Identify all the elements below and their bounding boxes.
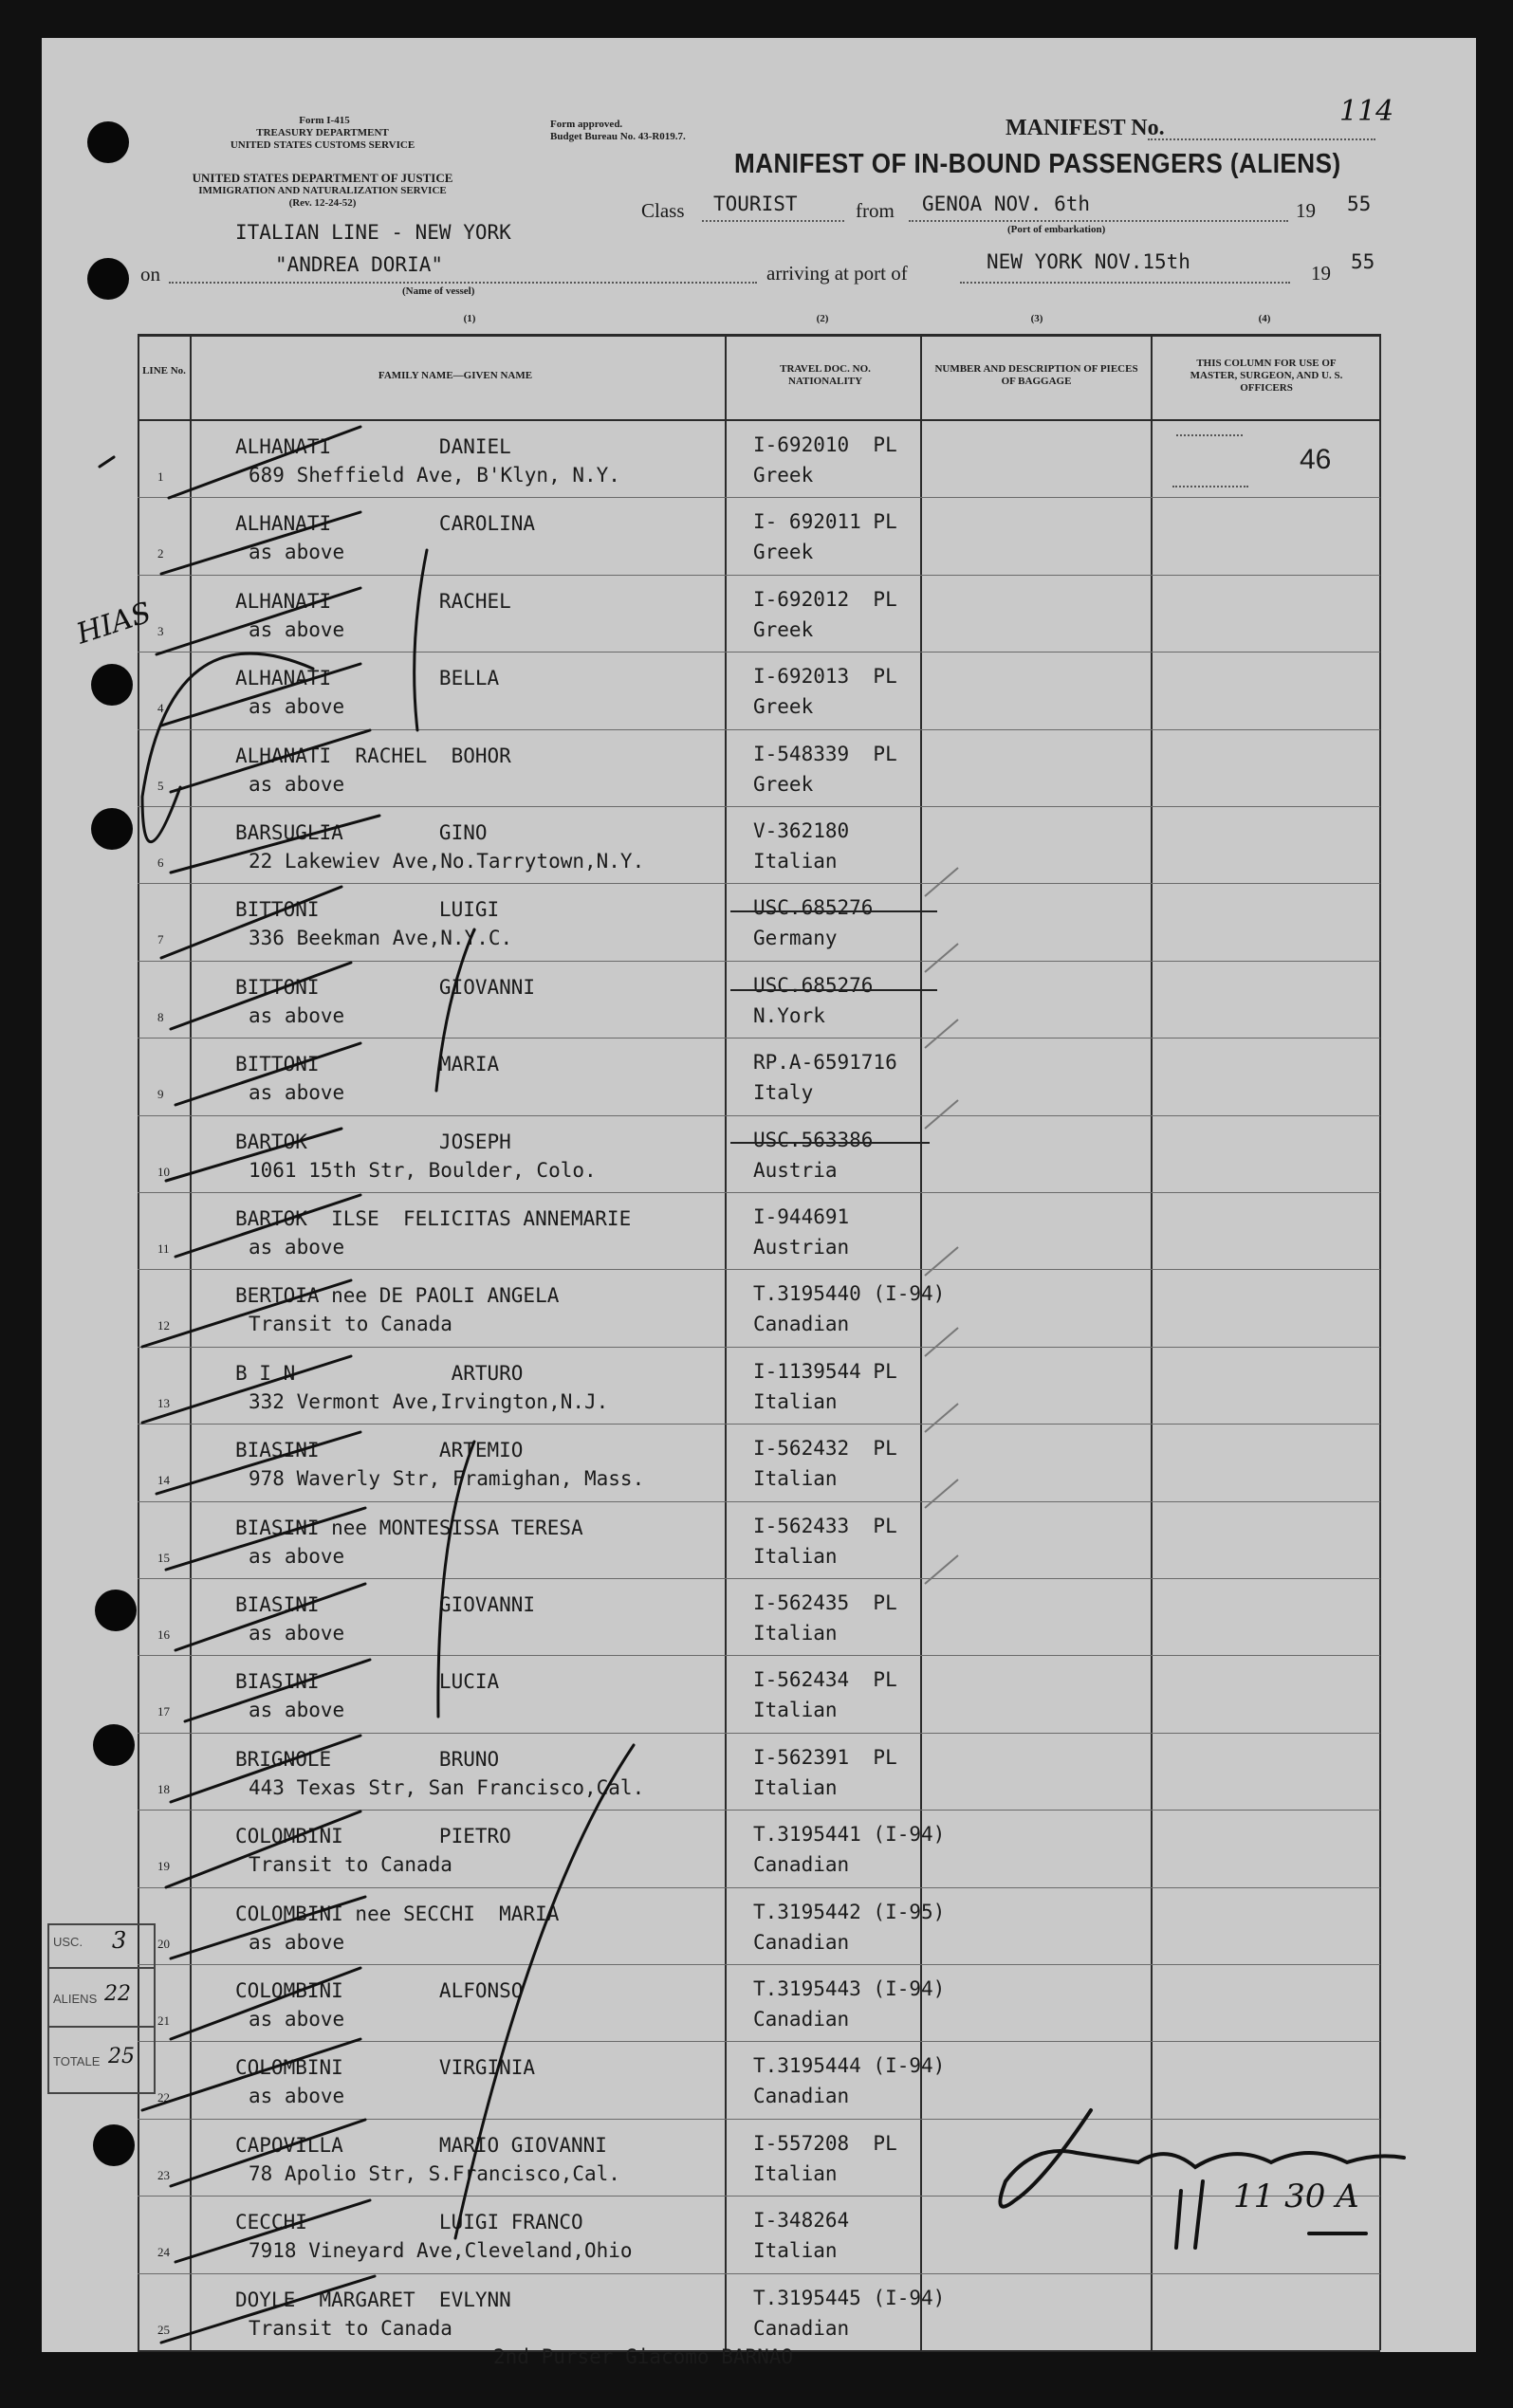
line-number: 15 — [157, 1550, 170, 1565]
passenger-address: 978 Waverly Str, Framighan, Mass. — [249, 1467, 645, 1491]
travel-document: RP.A-6591716 — [753, 1051, 897, 1075]
passenger-name: ALHANATI DANIEL — [235, 435, 511, 458]
passenger-address: 22 Lakewiev Ave,No.Tarrytown,N.Y. — [249, 850, 645, 873]
header-name: FAMILY NAME—GIVEN NAME — [378, 370, 533, 381]
line-number: 12 — [157, 1318, 170, 1333]
row-divider — [138, 1269, 1380, 1270]
row-divider — [138, 1964, 1380, 1965]
row-divider — [138, 729, 1380, 730]
doc-underline-10 — [730, 1142, 930, 1144]
passenger-name: BIASINI LUCIA — [235, 1670, 500, 1694]
passenger-address: as above — [249, 772, 345, 796]
row-divider — [138, 1887, 1380, 1888]
stamp-total-label: TOTALE — [53, 2054, 101, 2068]
punch-hole — [91, 664, 133, 706]
line-number: 1 — [157, 469, 164, 484]
count-stamp — [47, 1923, 156, 2094]
row-divider — [138, 1424, 1380, 1425]
line-number: 10 — [157, 1164, 170, 1179]
line-number: 13 — [157, 1395, 170, 1410]
row-divider — [138, 1733, 1380, 1734]
passenger-name: COLOMBINI nee SECCHI MARIA — [235, 1902, 560, 1925]
nationality: Austria — [753, 1158, 838, 1182]
travel-document: T.3195441 (I-94) — [753, 1823, 946, 1847]
row-divider — [138, 575, 1380, 576]
table-header-border — [138, 419, 1380, 421]
port-embarkation-note: (Port of embarkation) — [1007, 224, 1106, 235]
row-divider — [138, 2196, 1380, 2197]
row-divider — [138, 1192, 1380, 1193]
customs-service: UNITED STATES CUSTOMS SERVICE — [230, 139, 415, 151]
punch-hole — [87, 258, 129, 300]
line-number: 20 — [157, 1936, 170, 1951]
passenger-name: CECCHI LUIGI FRANCO — [235, 2211, 583, 2234]
budget-bureau: Budget Bureau No. 43-R019.7. — [550, 131, 686, 142]
passenger-address: as above — [249, 1622, 345, 1645]
signature-note: 11 30 A — [1233, 2178, 1359, 2215]
manifest-title: MANIFEST OF IN-BOUND PASSENGERS (ALIENS) — [734, 149, 1341, 179]
name-column-divider — [725, 334, 727, 2350]
nationality: Greek — [753, 772, 814, 796]
nationality: Italian — [753, 1467, 838, 1491]
line-number: 16 — [157, 1627, 170, 1642]
row-divider — [138, 1578, 1380, 1579]
passenger-address: as above — [249, 2008, 345, 2031]
travel-document: USC.685276 — [753, 973, 874, 997]
column-number-1: (1) — [463, 313, 476, 324]
passenger-address: as above — [249, 617, 345, 641]
nationality: Austrian — [753, 1236, 850, 1259]
vessel-name: "ANDREA DORIA" — [275, 253, 444, 276]
passenger-name: B I N ARTURO — [235, 1361, 524, 1385]
passenger-address: as above — [249, 541, 345, 564]
passenger-address: as above — [249, 1081, 345, 1105]
year-value: 55 — [1347, 193, 1372, 215]
class-line — [702, 220, 844, 222]
year2-value: 55 — [1351, 250, 1375, 273]
row-divider — [138, 1347, 1380, 1348]
passenger-address: Transit to Canada — [249, 2316, 452, 2340]
travel-document: USC.563386 — [753, 1128, 874, 1151]
row-divider — [138, 2119, 1380, 2120]
year-label: 19 — [1296, 199, 1316, 222]
travel-document: I-348264 — [753, 2209, 850, 2233]
row-divider — [138, 961, 1380, 962]
passenger-address: as above — [249, 2085, 345, 2108]
nationality: Italian — [753, 1699, 838, 1722]
passenger-name: BITTONI GIOVANNI — [235, 975, 536, 999]
passenger-name: BRIGNOLE BRUNO — [235, 1747, 500, 1771]
passenger-name: BARTOK ILSE FELICITAS ANNEMARIE — [235, 1207, 632, 1230]
nationality: Italian — [753, 1622, 838, 1645]
vessel-note: (Name of vessel) — [402, 285, 475, 297]
header-travel-doc: TRAVEL DOC. NO. NATIONALITY — [780, 363, 871, 387]
line-number: 7 — [157, 932, 164, 947]
nationality: Greek — [753, 695, 814, 719]
travel-document: I-562435 PL — [753, 1591, 897, 1614]
from-line — [909, 220, 1288, 222]
stamp-usc-label: USC. — [53, 1935, 83, 1949]
travel-document: I-944691 — [753, 1205, 850, 1228]
passenger-name: BARSUGLIA GINO — [235, 821, 488, 844]
row-divider — [138, 1501, 1380, 1502]
nationality: Italian — [753, 850, 838, 873]
line-number: 17 — [157, 1704, 170, 1719]
officer-count: 46 — [1300, 444, 1332, 475]
nationality: N.York — [753, 1003, 825, 1027]
passenger-name: BITTONI LUIGI — [235, 898, 500, 922]
travel-document: I-562391 PL — [753, 1745, 897, 1769]
passenger-address: 332 Vermont Ave,Irvington,N.J. — [249, 1389, 609, 1413]
passenger-name: DOYLE MARGARET EVLYNN — [235, 2288, 511, 2311]
arriving-label: arriving at port of — [766, 262, 908, 285]
column-number-4: (4) — [1258, 313, 1271, 324]
passenger-name: BIASINI GIOVANNI — [235, 1593, 536, 1616]
immigration-service: IMMIGRATION AND NATURALIZATION SERVICE — [198, 185, 447, 196]
passenger-address: Transit to Canada — [249, 1853, 452, 1877]
passenger-address: as above — [249, 1699, 345, 1722]
passenger-name: BIASINI nee MONTESISSA TERESA — [235, 1516, 583, 1539]
line-number: 24 — [157, 2245, 170, 2260]
nationality: Canadian — [753, 1930, 850, 1954]
baggage-column-divider — [1151, 334, 1153, 2350]
line-number: 14 — [157, 1473, 170, 1488]
travel-document: I-562433 PL — [753, 1514, 897, 1537]
stamp-aliens-label: ALIENS — [53, 1992, 98, 2006]
doc-column-divider — [920, 334, 922, 2350]
stamp-divider — [49, 1967, 154, 1969]
row-divider — [138, 1655, 1380, 1656]
travel-document: T.3195444 (I-94) — [753, 2054, 946, 2078]
nationality: Canadian — [753, 2008, 850, 2031]
row-divider — [138, 806, 1380, 807]
passenger-name: COLOMBINI ALFONSO — [235, 1979, 524, 2002]
punch-hole — [87, 121, 129, 163]
passenger-address: 1061 15th Str, Boulder, Colo. — [249, 1158, 597, 1182]
passenger-name: ALHANATI CAROLINA — [235, 512, 536, 536]
travel-document: V-362180 — [753, 819, 850, 842]
vessel-line — [169, 282, 757, 284]
line-number: 9 — [157, 1087, 164, 1102]
passenger-address: as above — [249, 695, 345, 719]
travel-document: I-557208 PL — [753, 2131, 897, 2155]
stamp-aliens-value: 22 — [104, 1982, 131, 2006]
line-number: 3 — [157, 623, 164, 638]
line-number: 2 — [157, 546, 164, 561]
line-number: 25 — [157, 2322, 170, 2337]
passenger-name: ALHANATI BELLA — [235, 667, 500, 690]
header-baggage: NUMBER AND DESCRIPTION OF PIECES OF BAGGAGE — [934, 363, 1138, 387]
passenger-name: BERTOIA nee DE PAOLI ANGELA — [235, 1284, 560, 1308]
travel-document: I-548339 PL — [753, 742, 897, 765]
department-of-justice: UNITED STATES DEPARTMENT OF JUSTICE — [192, 171, 453, 185]
form-approved: Form approved. — [550, 119, 623, 130]
line-number: 4 — [157, 701, 164, 716]
passenger-address: as above — [249, 1930, 345, 1954]
officer-mark-2 — [1172, 486, 1248, 487]
year2-label: 19 — [1311, 262, 1331, 285]
class-value: TOURIST — [713, 193, 798, 215]
passenger-name: BITTONI MARIA — [235, 1053, 500, 1076]
column-number-3: (3) — [1030, 313, 1043, 324]
nationality: Italian — [753, 1389, 838, 1413]
treasury-department: TREASURY DEPARTMENT — [256, 127, 389, 138]
line-number: 22 — [157, 2090, 170, 2105]
passenger-address: 689 Sheffield Ave, B'Klyn, N.Y. — [249, 464, 620, 487]
stamp-total-value: 25 — [108, 2045, 135, 2068]
shipping-line: ITALIAN LINE - NEW YORK — [235, 221, 511, 244]
punch-hole — [91, 808, 133, 850]
stamp-divider — [49, 2026, 154, 2028]
nationality: Italian — [753, 1544, 838, 1568]
row-divider — [138, 497, 1380, 498]
doc-underline-7 — [730, 910, 937, 912]
line-number: 8 — [157, 1009, 164, 1024]
line-number: 19 — [157, 1859, 170, 1874]
manifest-number-label: MANIFEST No. — [1006, 116, 1165, 140]
punch-hole — [93, 1724, 135, 1766]
nationality: Canadian — [753, 1853, 850, 1877]
row-divider — [138, 883, 1380, 884]
travel-document: T.3195443 (I-94) — [753, 1977, 946, 2000]
passenger-name: BIASINI ARTEMIO — [235, 1439, 524, 1462]
travel-document: T.3195440 (I-94) — [753, 1282, 946, 1306]
line-number: 18 — [157, 1781, 170, 1796]
passenger-address: 336 Beekman Ave,N.Y.C. — [249, 927, 513, 950]
nationality: Italian — [753, 2239, 838, 2263]
travel-document: USC.685276 — [753, 896, 874, 920]
table-right-border — [1379, 334, 1381, 2350]
nationality: Italy — [753, 1081, 814, 1105]
form-revision: (Rev. 12-24-52) — [288, 197, 357, 209]
nationality: Canadian — [753, 2085, 850, 2108]
nationality: Greek — [753, 617, 814, 641]
travel-document: I-692013 PL — [753, 665, 897, 689]
column-number-2: (2) — [816, 313, 829, 324]
passenger-name: BARTOK JOSEPH — [235, 1130, 511, 1153]
travel-document: T.3195445 (I-94) — [753, 2286, 946, 2309]
row-divider — [138, 2273, 1380, 2274]
manifest-number-line — [1148, 138, 1375, 140]
passenger-name: COLOMBINI VIRGINIA — [235, 2056, 536, 2080]
nationality: Canadian — [753, 1313, 850, 1336]
nationality: Greek — [753, 541, 814, 564]
passenger-name: ALHANATI RACHEL — [235, 589, 511, 613]
nationality: Italian — [753, 2161, 838, 2185]
travel-document: I- 692011 PL — [753, 510, 897, 534]
line-number: 21 — [157, 2013, 170, 2028]
arriving-port: NEW YORK NOV.15th — [987, 250, 1190, 273]
passenger-name: COLOMBINI PIETRO — [235, 1825, 511, 1848]
row-divider — [138, 1038, 1380, 1039]
passenger-address: as above — [249, 1236, 345, 1259]
arriving-line — [960, 282, 1290, 284]
header-line-number: LINE No. — [142, 365, 186, 377]
margin-note: HIAS — [72, 596, 156, 652]
passenger-address: as above — [249, 1544, 345, 1568]
passenger-address: as above — [249, 1003, 345, 1027]
line-number-column-divider — [190, 334, 192, 2350]
travel-document: I-692012 PL — [753, 587, 897, 611]
from-label: from — [856, 199, 895, 222]
punch-hole — [95, 1590, 137, 1631]
line-number: 5 — [157, 778, 164, 793]
stamp-usc-value: 3 — [112, 1927, 127, 1954]
travel-document: I-562432 PL — [753, 1437, 897, 1461]
line-number: 23 — [157, 2167, 170, 2182]
row-divider — [138, 1115, 1380, 1116]
passenger-name: ALHANATI RACHEL BOHOR — [235, 744, 511, 767]
from-value: GENOA NOV. 6th — [922, 193, 1091, 215]
officer-mark-1 — [1176, 434, 1243, 436]
on-label: on — [140, 263, 160, 285]
line-number: 11 — [157, 1241, 170, 1256]
passenger-name: CAPOVILLA MARIO GIOVANNI — [235, 2133, 607, 2157]
row-divider — [138, 2041, 1380, 2042]
passenger-address: 78 Apolio Str, S.Francisco,Cal. — [249, 2161, 620, 2185]
nationality: Greek — [753, 464, 814, 487]
travel-document: I-692010 PL — [753, 433, 897, 456]
punch-hole — [93, 2124, 135, 2166]
doc-underline-8 — [730, 989, 937, 991]
passenger-address: Transit to Canada — [249, 1313, 452, 1336]
travel-document: T.3195442 (I-95) — [753, 1900, 946, 1923]
line-number: 6 — [157, 855, 164, 870]
passenger-address: 443 Texas Str, San Francisco,Cal. — [249, 1775, 645, 1799]
travel-document: I-1139544 PL — [753, 1359, 897, 1383]
nationality: Canadian — [753, 2316, 850, 2340]
row-divider — [138, 1810, 1380, 1811]
row-divider — [138, 652, 1380, 653]
nationality: Italian — [753, 1775, 838, 1799]
purser-signature-line: 2nd Purser Giacomo BARNAO — [493, 2345, 794, 2368]
travel-document: I-562434 PL — [753, 1668, 897, 1692]
header-officers: THIS COLUMN FOR USE OF MASTER, SURGEON, AND U. S. OFFICERS — [1190, 358, 1343, 394]
nationality: Germany — [753, 927, 838, 950]
class-label: Class — [641, 199, 685, 222]
form-number: Form I-415 — [299, 115, 350, 126]
table-top-border — [138, 334, 1380, 337]
passenger-address: 7918 Vineyard Ave,Cleveland,Ohio — [249, 2239, 633, 2263]
page-number: 114 — [1339, 95, 1394, 128]
